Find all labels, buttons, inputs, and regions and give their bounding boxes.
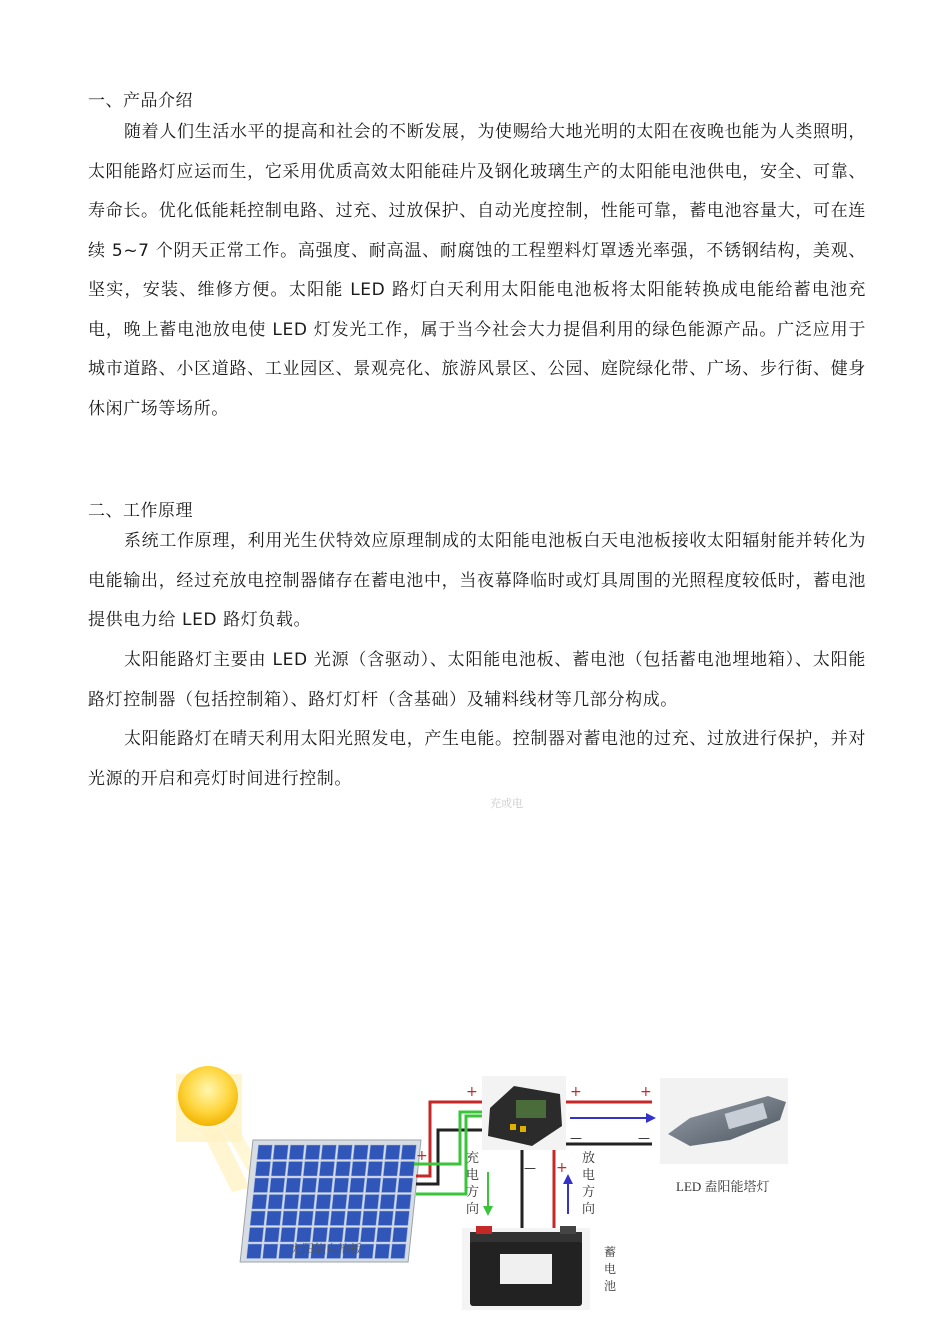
solar-cell (257, 1145, 273, 1160)
solar-cell (282, 1211, 298, 1226)
solar-panel-label (290, 1240, 362, 1248)
solar-cell (332, 1195, 348, 1210)
solar-cell (337, 1145, 353, 1160)
solar-cell (396, 1195, 412, 1210)
solar-cell (250, 1211, 266, 1226)
controller-icon (482, 1076, 566, 1150)
section-1-heading: 一、产品介绍 (88, 91, 193, 111)
solar-cell (330, 1211, 346, 1226)
solar-cell (271, 1162, 287, 1177)
solar-cell (252, 1195, 268, 1210)
solar-cell (378, 1211, 394, 1226)
solar-cell (376, 1228, 392, 1243)
solar-cell (268, 1195, 284, 1210)
solar-cell (374, 1244, 390, 1259)
solar-cell (392, 1228, 408, 1243)
solar-cell (399, 1162, 415, 1177)
solar-cell (298, 1211, 314, 1226)
solar-cell (351, 1162, 367, 1177)
minus-mark: — (638, 1131, 650, 1145)
plus-mark: + (416, 1148, 428, 1164)
solar-cell (369, 1145, 385, 1160)
solar-cell (360, 1228, 376, 1243)
led-lamp-icon (660, 1078, 788, 1164)
solar-cell (289, 1145, 305, 1160)
solar-cell (301, 1178, 317, 1193)
section-1-paragraph: 随着人们生活水平的提高和社会的不断发展，为使赐给大地光明的太阳在夜晚也能为人类照明，太阳能路灯应运而生，它采用优质高效太阳能硅片及钢化玻璃生产的太阳能电池供电，安全、可靠、寿命长。优化低能耗控制电路、过充、过放保护、自动光度控制，性能可靠，蓄电池容量大，可在连续 5~7 个阴天正常工作。高强度、耐高温、耐腐蚀的工程塑料灯罩透光率强，不锈钢结构，美观、坚实，安装、维修方便。太阳能 LED 路灯白天利用太阳能电池板将太阳能转换成电能给蓄电池充电，晚上蓄电池放电使 LED 灯发光工作，属于当今社会大力提倡利用的绿色能源产品。广泛应用于城市道路、小区道路、工业园区、景观亮化、旅游风景区、公园、庭院绿化带、广场、步行街、健身休闲广场等场所。 (88, 122, 866, 419)
solar-cell (273, 1145, 289, 1160)
solar-cell (317, 1178, 333, 1193)
solar-cell (401, 1145, 417, 1160)
solar-cell (300, 1195, 316, 1210)
solar-cell (367, 1162, 383, 1177)
solar-cell (266, 1211, 282, 1226)
solar-cell (246, 1244, 262, 1259)
solar-cell (383, 1162, 399, 1177)
solar-cell (287, 1162, 303, 1177)
solar-cell (305, 1145, 321, 1160)
minus-mark: — (524, 1161, 536, 1175)
solar-cell (316, 1195, 332, 1210)
led-lamp-label: LED 盍阳能塔灯 (676, 1179, 770, 1194)
solar-cell (285, 1178, 301, 1193)
section-2-paragraph-3: 太阳能路灯在晴天利用太阳光照发电，产生电能。控制器对蓄电池的过充、过放进行保护，并对光源的开启和亮灯时间进行控制。 (88, 729, 866, 789)
solar-cell (390, 1244, 406, 1259)
solar-cell (397, 1178, 413, 1193)
solar-cell (364, 1195, 380, 1210)
solar-cell (348, 1195, 364, 1210)
solar-cell (346, 1211, 362, 1226)
solar-cell (248, 1228, 264, 1243)
solar-cell (264, 1228, 280, 1243)
plus-mark: + (640, 1084, 652, 1100)
solar-cell (269, 1178, 285, 1193)
solar-cell (394, 1211, 410, 1226)
solar-system-diagram (170, 1068, 820, 1313)
solar-cell (314, 1211, 330, 1226)
solar-cell (303, 1162, 319, 1177)
plus-mark: + (570, 1084, 582, 1100)
solar-cell (385, 1145, 401, 1160)
charge-direction-label: 充电方向 (466, 1151, 480, 1217)
battery-label: 蓄电池 (604, 1245, 617, 1293)
battery-icon (462, 1226, 590, 1310)
solar-cell (262, 1244, 278, 1259)
solar-cell (380, 1195, 396, 1210)
faint-caption: 充或电 (490, 797, 523, 810)
minus-mark: — (570, 1131, 582, 1145)
solar-cell (362, 1211, 378, 1226)
solar-cell (365, 1178, 381, 1193)
section-2-paragraph-2: 太阳能路灯主要由 LED 光源（含驱动）、太阳能电池板、蓄电池（包括蓄电池埋地箱）、太阳能路灯控制器（包括控制箱）、路灯灯杆（含基础）及辅料线材等几部分构成。 (88, 650, 866, 710)
section-2-heading: 二、工作原理 (88, 501, 193, 521)
plus-mark: + (556, 1160, 568, 1176)
solar-cell (333, 1178, 349, 1193)
solar-cell (284, 1195, 300, 1210)
solar-cell (321, 1145, 337, 1160)
solar-cell (353, 1145, 369, 1160)
discharge-direction-label: 放电方向 (582, 1151, 596, 1217)
solar-cell (253, 1178, 269, 1193)
section-2-paragraph-1: 系统工作原理，利用光生伏特效应原理制成的太阳能电池板白天电池板接收太阳辐射能并转化为电能输出，经过充放电控制器储存在蓄电池中，当夜幕降临时或灯具周围的光照程度较低时，蓄电池提供电力给 LED 路灯负载。 (88, 531, 866, 630)
plus-mark: + (466, 1084, 478, 1100)
solar-cell (381, 1178, 397, 1193)
solar-cell (335, 1162, 351, 1177)
solar-cell (349, 1178, 365, 1193)
solar-cell (255, 1162, 271, 1177)
solar-cell (319, 1162, 335, 1177)
